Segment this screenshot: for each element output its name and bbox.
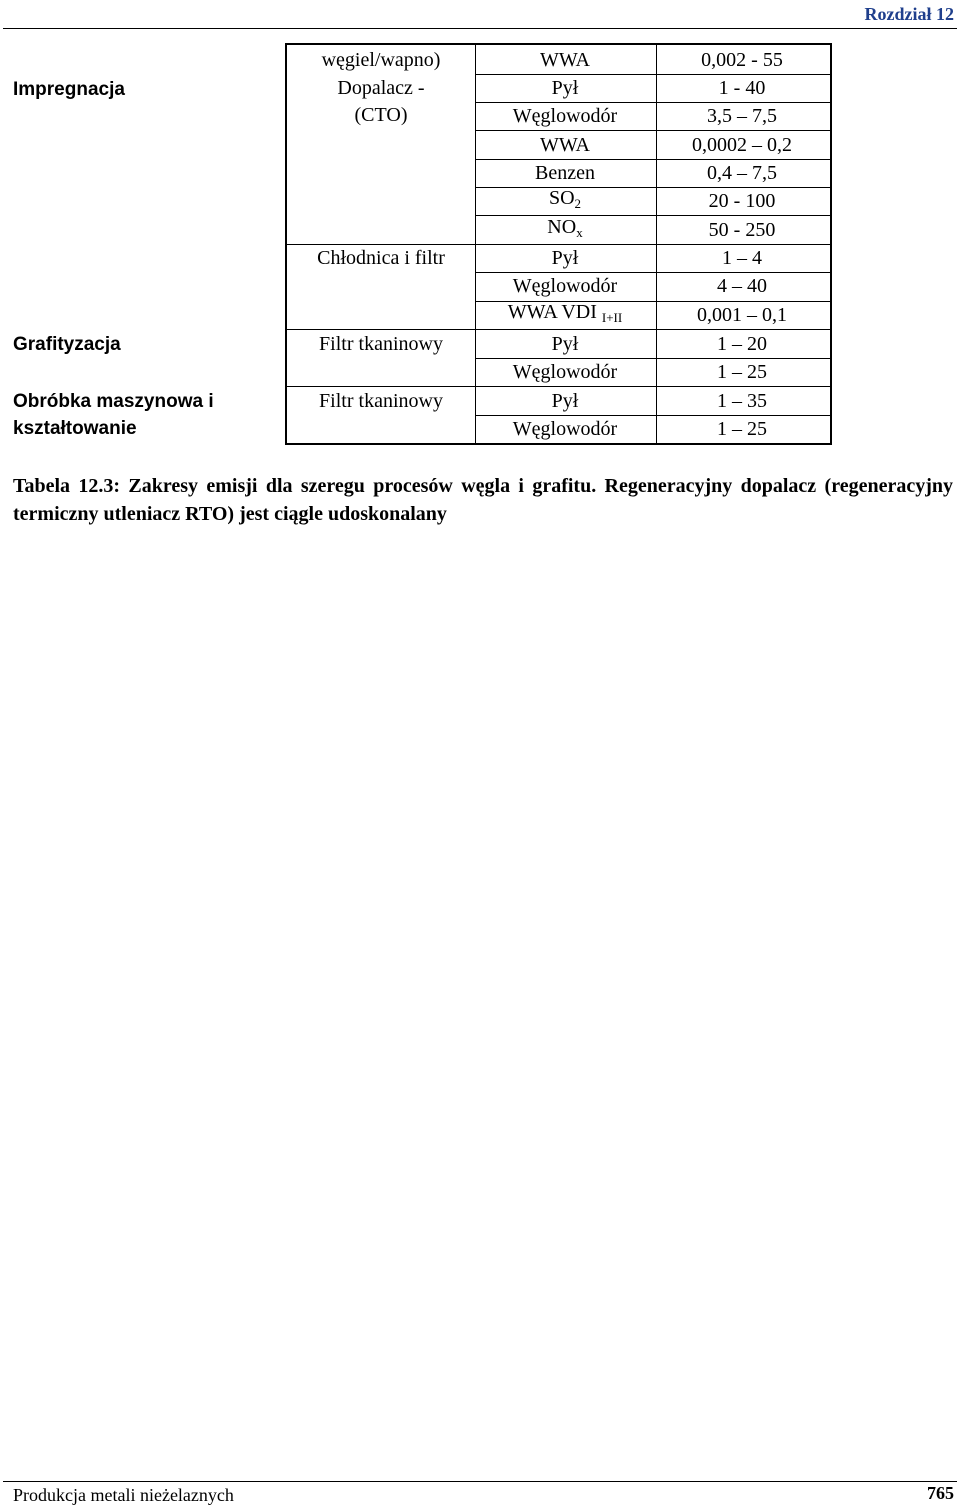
process-impregnation: Impregnacja [13,79,125,100]
range-cell: 0,0002 – 0,2 [692,134,792,156]
range-cell: 0,001 – 0,1 [697,304,787,326]
component-cell: Pył [551,390,579,412]
range-cell: 20 - 100 [708,190,776,212]
range-cell: 1 – 4 [722,247,762,269]
component-cell: WWA [540,134,590,156]
abatement-afterburner-line2: (CTO) [354,104,408,126]
range-cell: 1 - 40 [718,77,766,99]
footer-title: Produkcja metali nieżelaznych [13,1485,234,1505]
footer-rule [3,1481,957,1482]
component-cell: WWA VDI $_{I+II}$ [507,301,623,325]
table-row-divider [476,215,830,216]
range-cell: 50 - 250 [708,219,776,241]
abatement-fabric-filter: Filtr tkaninowy [319,333,443,355]
process-machining [13,388,214,442]
table-row-divider [476,415,830,416]
process-machining-line2: kształtowanie [13,418,137,439]
range-cell: 1 – 25 [717,418,767,440]
component-cell: $SO_2$ [548,187,582,211]
table-row-divider [287,244,830,245]
range-cell: 0,002 - 55 [701,49,783,71]
component-cell: Węglowodór [512,418,618,440]
table-row-divider [287,386,830,387]
process-graphitization: Grafityzacja [13,334,121,355]
component-cell: Węglowodór [512,275,618,297]
range-cell: 1 – 20 [717,333,767,355]
table-row-divider [476,187,830,188]
header-rule [3,28,957,29]
range-cell: 1 – 35 [717,390,767,412]
component-cell: Pył [551,247,579,269]
abatement-top: węgiel/wapno) [321,49,441,71]
abatement-cooler-filter: Chłodnica i filtr [317,247,445,269]
component-cell: Węglowodór [512,105,618,127]
component-cell: Pył [551,333,579,355]
range-cell: 1 – 25 [717,361,767,383]
abatement-afterburner-line1: Dopalacz - [337,77,425,99]
table-caption: Tabela 12.3: Zakresy emisji dla szeregu procesów węgla i grafitu. Regeneracyjny dopalacz (regeneracyjny termiczny utleniacz RTO) jest ciągle udoskonalany [13,475,953,525]
abatement-fabric-filter: Filtr tkaninowy [319,390,443,412]
page-number: 765 [927,1483,954,1503]
table-row-divider [476,102,830,103]
table-row-divider [287,329,830,330]
process-machining-line1: Obróbka maszynowa i [13,391,214,412]
range-cell: 0,4 – 7,5 [707,162,777,184]
component-cell: $NO_x$ [547,216,583,240]
component-cell: Pył [551,77,579,99]
table-row-divider [476,358,830,359]
table-row-divider [476,74,830,75]
component-cell: Węglowodór [512,361,618,383]
chapter-label: Rozdział 12 [864,4,954,24]
table-row-divider [476,159,830,160]
component-cell: Benzen [535,162,595,184]
table-row-divider [476,272,830,273]
table-row-divider [476,130,830,131]
component-cell: WWA [540,49,590,71]
range-cell: 3,5 – 7,5 [707,105,777,127]
range-cell: 4 – 40 [717,275,767,297]
